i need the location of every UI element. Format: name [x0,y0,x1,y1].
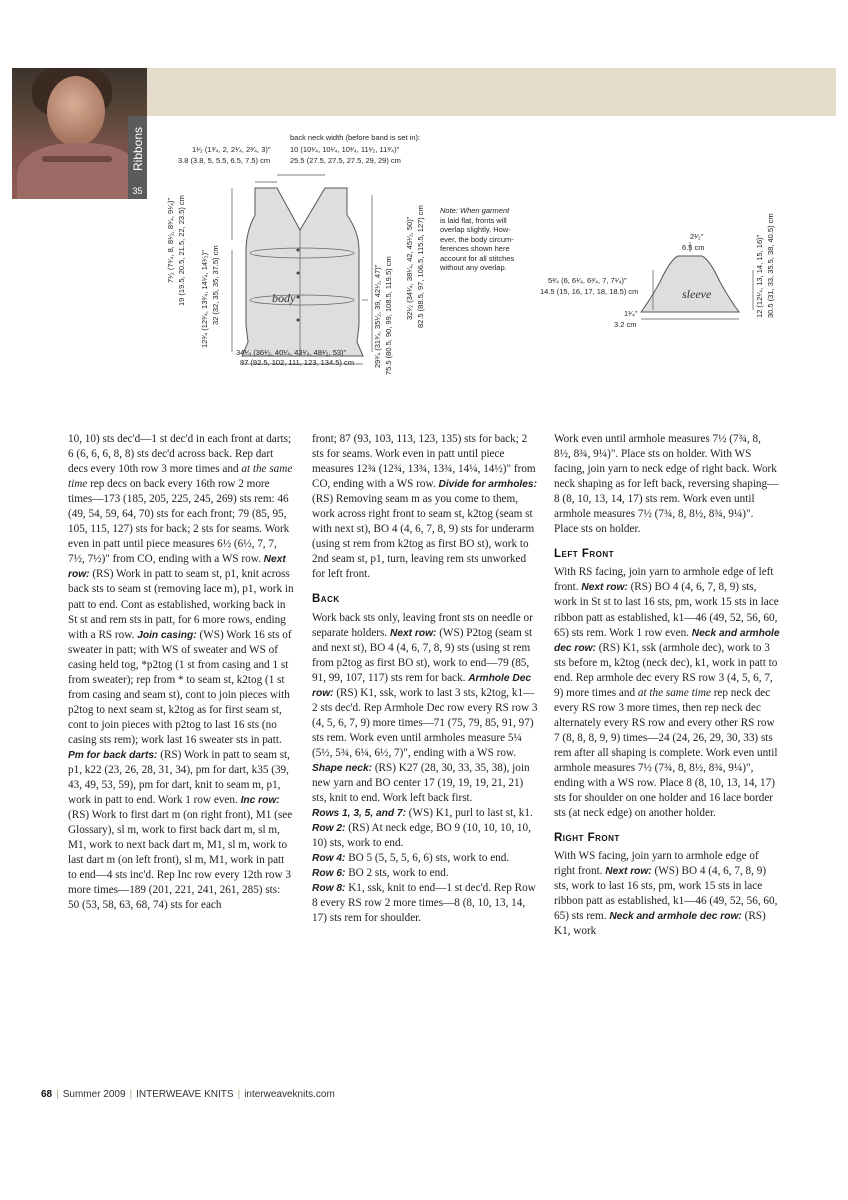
schematic-note: Note: When garment is laid flat, fronts will overlap slightly. How- ever, the body circum- ferences shown here account for all stitches without any overlap. [440,206,515,272]
sleeve-width-cm: 30.5 (31, 33, 35.5, 38, 40.5) cm [766,213,775,318]
sleeve-width-in: 12 (12¹⁄₄, 13, 14, 15, 16)" [755,234,764,318]
back-neck-title: back neck width (before band is set in): [290,133,421,142]
section-tab-label: Ribbons [131,126,145,172]
sleeve-outline [641,256,739,312]
section-tab [128,116,147,199]
column-3 [554,432,780,940]
back-neck-cm: 25.5 (27.5, 27.5, 27.5, 29, 29) cm [290,156,401,165]
hip-cm: 87 (92.5, 102, 111, 123, 134.5) cm [240,358,354,367]
column-2-text: front; 87 (93, 103, 113, 123, 135) sts for back; 2 sts for seams. Work even in patt until piece measures 12¾ (12¾, 13¾, 13¾, 14¼, 14½)" from CO, ending with a WS row. Divide for armholes: (RS) Removing seam m as you come to them, work across right front to seam st, k2tog (seam st with next st), BO 4 (4, 6, 7, 8, 9) sts for underarm (using st rem from k2tog as first BO st), work to 2nd seam st, p1, turn, leaving rem sts unworked for left front. [312,433,537,581]
sleeve-cap-in: 5³⁄₄ (6, 6¹⁄₄, 6³⁄₄, 7, 7¹⁄₄)" [548,276,627,285]
column-1-text: 10, 10) sts dec'd—1 st dec'd in each front at darts; 6 (6, 6, 6, 8, 8) sts dec'd across back. Rep dart decs every 10th row 3 more times and at the same time rep decs on back every 16th row 2 more times—173 (185, 205, 225, 245, 269) sts rem: 46 (49, 54, 59, 64, 70) sts for each front; 79 (85, 95, 105, 115, 127) sts for back; 2 sts for seams. Work even in patt until piece measures 6½ (6½, 7, 7, 7½, 7½)" from CO, ending with a WS row. Next row: (RS) Work in patt to seam st, p1, knit across back sts to seam st (removing lace m), p1, work in patt to end. Cont as established, working back in St st and rem sts in patt, for 6 more rows, ending with a RS row. Join casing: (WS) Work 16 sts of sweater in patt; with WS of sweater and WS of casing held tog, *p2tog (1 st from casing and 1 st from sweater); rep from * to seam st, k2tog (1 st from casing and seam st), cont to join pieces with p2tog to next seam st, k2tog as for first seam st, cont to join pieces with p2tog to last 16 sts (no casing sts rem); work last 16 sweater sts in patt. Pm for back darts: (RS) Work in patt to seam st, p1, k22 (23, 26, 28, 31, 34), pm for dart, k35 (39, 43, 49, 53, 59), pm for dart, knit to seam m, p1, work in patt to end. Work 1 row even. Inc row: (RS) Work to first dart m (on right front), M1 (see Glossary), sl m, work to first back dart m, sl m, M1, work to next back dart m, M1, sl m, work to last dart m (on left front), sl m, M1, work in patt to end—4 sts inc'd. Rep Inc row every 12th row 3 more times—189 (201, 221, 241, 261, 285) sts: 50 (53, 58, 63, 68, 74) sts for each [68,433,294,912]
page-footer: 68 | Summer 2009 | INTERWEAVE KNITS | interweaveknits.com [41,1089,335,1100]
row-instruction: Row 4: BO 5 (5, 5, 5, 6, 6) sts, work to end. [312,852,510,865]
page-number: 68 [41,1089,53,1100]
left-front-text: With RS facing, join yarn to armhole edge of left front. Next row: (RS) BO 4 (4, 6, 7, 8, 9) sts, work in St st to last 16 sts, pm, work 15 sts in lace ribbon patt as established, k1—46 (49, 52, 56, 60, 65) sts rem. Work 1 row even. Neck and armhole dec row: (RS) K1, ssk (armhole dec), work to 3 sts before m, k2tog (neck dec), k1, work in patt to end. Rep armhole dec every RS row 3 (4, 5, 6, 7, 9) more times and at the same time rep neck dec every RS row 3 more times, then rep neck dec alternately every RS row and every other RS row 7 (8, 8, 8, 9, 9) times—24 (24, 26, 29, 30, 33) sts rem after all shaping is complete. Work even until armhole measures 7½ (7¾, 8, 8½, 8¾, 9¼)", ending with a WS row. Place 8 (8, 10, 13, 14, 17) sts for shoulder on one holder and 16 lace border sts (at neck edge) on another holder. [554,566,780,820]
section-tab-number: 35 [132,186,143,196]
armhole-cm: 19 (19.5, 20.5, 21.5, 22, 23.5) cm [177,195,186,306]
back-neck-in: 10 (10¹⁄₄, 10¹⁄₄, 10³⁄₄, 11¹⁄₂, 11³⁄₄)" [290,145,400,154]
armhole-in: 7¹⁄₂ (7³⁄₄, 8, 8¹⁄₂, 8³⁄₄, 9¹⁄₄)" [166,197,175,283]
back-heading: Back [312,593,340,606]
column-3-text: Work even until armhole measures 7½ (7¾, 8, 8½, 8¾, 9¼)". Place sts on holder. With WS facing, join yarn to neck edge of right back. Work neck shaping as for left back, reversing shaping—8 (8, 10, 13, 14, 17) sts rem. Work even until armhole measures 7½ (7¾, 8, 8½, 8¾, 9¼)". Place sts on holder. [554,433,779,536]
model-photo [12,68,147,199]
hip-in: 34¹⁄₄ (36¹⁄₂, 40¹⁄₄, 43¹⁄₄, 48¹⁄₂, 53)" [236,348,347,357]
row-instruction: Rows 1, 3, 5, and 7: (WS) K1, purl to last st, k1. [312,807,533,820]
magazine-name: INTERWEAVE KNITS [136,1089,234,1100]
bust-in: 32¹⁄₂ (34³⁄₄, 38¹⁄₄, 42, 45¹⁄₂, 50)" [405,216,414,320]
sleeve-hem-in: 1¹⁄₄" [624,309,638,318]
site-link[interactable]: interweaveknits.com [244,1089,335,1100]
waist-cm: 32 (32, 35, 35, 37.5) cm [211,245,220,325]
header-band [147,68,836,116]
shoulder-in: 1¹⁄₂ (1³⁄₄, 2, 2¹⁄₄, 2³⁄₄, 3)" [192,145,271,154]
waist2-in: 29³⁄₄ (31³⁄₄, 35¹⁄₂, 39, 42¹⁄₂, 47)" [373,264,382,368]
body-label: body [272,291,296,305]
sleeve-top-cm: 6.5 cm [682,243,705,252]
waist-in: 12³⁄₄ (12³⁄₄, 13³⁄₄, 14¹⁄₄, 14¹⁄₂)" [200,250,209,348]
column-2 [312,432,538,927]
back-text: Work back sts only, leaving front sts on needle or separate holders. Next row: (WS) P2tog (seam st and next st), BO 4 (4, 6, 7, 8, 9) sts (using st rem from p2tog as first BO st), work to end—79 (85, 91, 99, 107, 117) sts rem for back. Armhole Dec row: (RS) K1, ssk, work to last 3 sts, k2tog, k1—2 sts dec'd. Rep Armhole Dec row every RS row 3 (4, 5, 6, 7, 9) more times—71 (75, 79, 85, 91, 97) sts rem. Work even until armholes measure 5¼ (5½, 5¾, 6¼, 6½, 7)", ending with a WS row. Shape neck: (RS) K27 (28, 30, 33, 35, 38), join new yarn and BO center 17 (19, 19, 19, 21, 21) sts, knit to end. Work left back first. [312,611,538,805]
sleeve-top-in: 2¹⁄₂" [690,232,704,241]
bust-cm: 82.5 (88.5, 97, 106.5, 115.5, 127) cm [416,205,425,328]
sleeve-hem-cm: 3.2 cm [614,320,637,329]
body-outline [242,188,363,356]
waist2-cm: 75.5 (80.5, 90, 99, 108.5, 119.5) cm [384,256,393,375]
row-instruction: Row 2: (RS) At neck edge, BO 9 (10, 10, 10, 10, 10) sts, work to end. [312,822,531,850]
issue: Summer 2009 [62,1089,126,1100]
row-instruction: Row 6: BO 2 sts, work to end. [312,867,449,880]
left-front-heading: Left Front [554,548,615,561]
sleeve-cap-cm: 14.5 (15, 16, 17, 18, 18.5) cm [540,287,639,296]
column-1 [68,432,294,914]
shoulder-cm: 3.8 (3.8, 5, 5.5, 6.5, 7.5) cm [178,156,271,165]
row-instruction: Row 8: K1, ssk, knit to end—1 st dec'd. Rep Row 8 every RS row 2 more times—8 (8, 10, 13, 14, 17) sts rem for shoulder. [312,882,536,925]
right-front-text: With WS facing, join yarn to armhole edge of right front. Next row: (WS) BO 4 (4, 6, 7, 8, 9) sts, work to last 16 sts, pm, work 15 sts in lace ribbon patt as established, k1—46 (49, 52, 56, 60, 65) sts rem. Neck and armhole dec row: (RS) K1, work [554,850,778,938]
sleeve-label: sleeve [682,287,712,301]
right-front-heading: Right Front [554,832,620,845]
